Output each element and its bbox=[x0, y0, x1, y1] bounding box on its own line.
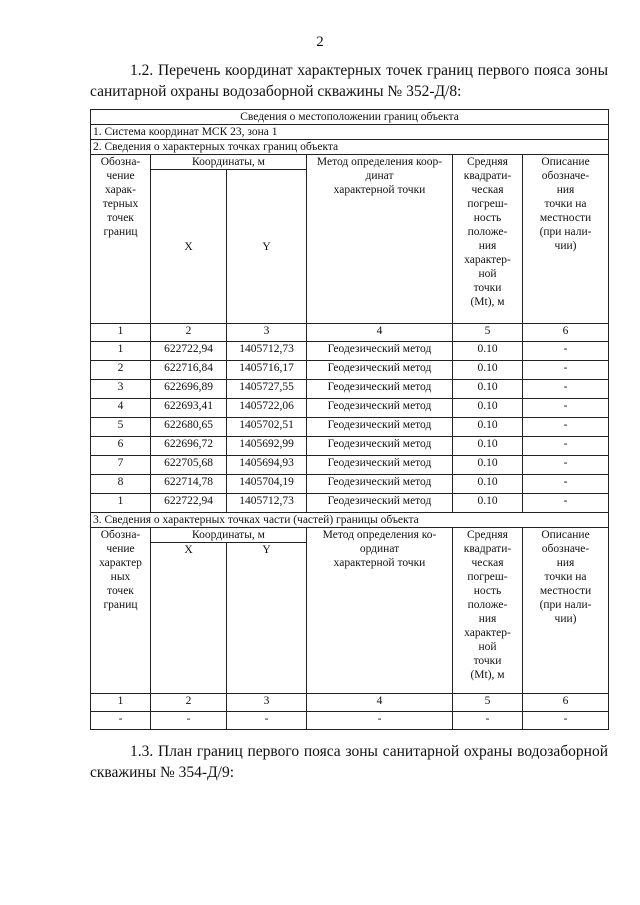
table-row bbox=[91, 437, 609, 456]
page-number: 2 bbox=[316, 34, 324, 50]
y-cell: 1405704,19 bbox=[227, 475, 307, 494]
column-number-3: 3 bbox=[227, 694, 307, 712]
method-cell: Геодезический метод bbox=[307, 380, 453, 399]
x-cell: 622716,84 bbox=[151, 361, 227, 380]
coordinate-system: 1. Система координат МСК 23, зона 1 bbox=[91, 125, 609, 140]
column-number-3: 2 bbox=[151, 694, 227, 712]
method-cell: Геодезический метод bbox=[307, 342, 453, 361]
header-coordinates: Координаты, м bbox=[151, 155, 307, 170]
header-method: Метод определения коор- динат характерной точки bbox=[307, 155, 453, 324]
empty-cell: - bbox=[151, 712, 227, 730]
error-cell: 0.10 bbox=[453, 418, 523, 437]
header3-description: Описание обозначе- ния точки на местности (при нали- чии) bbox=[523, 528, 609, 694]
header3-coordinates: Координаты, м bbox=[151, 528, 307, 543]
column-number: 6 bbox=[523, 324, 609, 342]
section-3-title: 3. Сведения о характерных точках части (частей) границы объекта bbox=[91, 513, 609, 528]
header-x: X bbox=[151, 170, 227, 324]
header-designation: Обозна- чение харак- терных точек границ bbox=[91, 155, 151, 324]
empty-cell: - bbox=[91, 712, 151, 730]
y-cell: 1405727,55 bbox=[227, 380, 307, 399]
column-number: 3 bbox=[227, 324, 307, 342]
y-cell: 1405692,99 bbox=[227, 437, 307, 456]
x-cell: 622714,78 bbox=[151, 475, 227, 494]
header-error: Средняя квадрати- ческая погреш- ность положе- ния характер- ной точки (Mt), м bbox=[453, 155, 523, 324]
error-cell: 0.10 bbox=[453, 475, 523, 494]
description-cell: - bbox=[523, 361, 609, 380]
section-1-3-paragraph bbox=[90, 741, 608, 783]
column-number: 1 bbox=[91, 324, 151, 342]
header3-error: Средняя квадрати- ческая погреш- ность положе- ния характер- ной точки (Mt), м bbox=[453, 528, 523, 694]
point-cell: 1 bbox=[91, 342, 151, 361]
empty-cell: - bbox=[453, 712, 523, 730]
x-cell: 622696,72 bbox=[151, 437, 227, 456]
section-1-2-number: 1.2. bbox=[130, 62, 154, 79]
table-row bbox=[91, 475, 609, 494]
y-cell: 1405712,73 bbox=[227, 494, 307, 513]
error-cell: 0.10 bbox=[453, 361, 523, 380]
column-number: 2 bbox=[151, 324, 227, 342]
method-cell: Геодезический метод bbox=[307, 399, 453, 418]
coordinates-table bbox=[90, 109, 609, 730]
description-cell: - bbox=[523, 494, 609, 513]
error-cell: 0.10 bbox=[453, 437, 523, 456]
point-cell: 7 bbox=[91, 456, 151, 475]
empty-cell: - bbox=[227, 712, 307, 730]
section-1-3-number: 1.3. bbox=[130, 743, 154, 760]
table-row bbox=[91, 342, 609, 361]
description-cell: - bbox=[523, 418, 609, 437]
x-cell: 622680,65 bbox=[151, 418, 227, 437]
section-2-title: 2. Сведения о характерных точках границ объекта bbox=[91, 140, 609, 155]
method-cell: Геодезический метод bbox=[307, 494, 453, 513]
section-1-2-paragraph bbox=[90, 60, 608, 102]
point-cell: 8 bbox=[91, 475, 151, 494]
description-cell: - bbox=[523, 437, 609, 456]
method-cell: Геодезический метод bbox=[307, 475, 453, 494]
point-cell: 2 bbox=[91, 361, 151, 380]
table-row bbox=[91, 361, 609, 380]
error-cell: 0.10 bbox=[453, 399, 523, 418]
header3-x: X bbox=[151, 543, 227, 694]
point-cell: 6 bbox=[91, 437, 151, 456]
table-title: Сведения о местоположении границ объекта bbox=[91, 110, 609, 125]
x-cell: 622722,94 bbox=[151, 342, 227, 361]
column-number-3: 1 bbox=[91, 694, 151, 712]
x-cell: 622696,89 bbox=[151, 380, 227, 399]
section-1-2-text: Перечень координат характерных точек границ первого пояса зоны санитарной охраны водозаборной скважины № 352-Д/8: bbox=[90, 62, 608, 100]
error-cell: 0.10 bbox=[453, 342, 523, 361]
description-cell: - bbox=[523, 380, 609, 399]
table-row bbox=[91, 380, 609, 399]
table-row bbox=[91, 418, 609, 437]
column-number-3: 5 bbox=[453, 694, 523, 712]
table-row bbox=[91, 399, 609, 418]
column-number: 4 bbox=[307, 324, 453, 342]
description-cell: - bbox=[523, 399, 609, 418]
method-cell: Геодезический метод bbox=[307, 456, 453, 475]
method-cell: Геодезический метод bbox=[307, 418, 453, 437]
table-row bbox=[91, 494, 609, 513]
empty-cell: - bbox=[523, 712, 609, 730]
point-cell: 1 bbox=[91, 494, 151, 513]
y-cell: 1405702,51 bbox=[227, 418, 307, 437]
description-cell: - bbox=[523, 456, 609, 475]
column-number-3: 4 bbox=[307, 694, 453, 712]
table-row bbox=[91, 456, 609, 475]
column-number-3: 6 bbox=[523, 694, 609, 712]
y-cell: 1405716,17 bbox=[227, 361, 307, 380]
description-cell: - bbox=[523, 475, 609, 494]
coordinate-rows bbox=[91, 342, 609, 513]
header-y: Y bbox=[227, 170, 307, 324]
x-cell: 622705,68 bbox=[151, 456, 227, 475]
point-cell: 4 bbox=[91, 399, 151, 418]
header3-y: Y bbox=[227, 543, 307, 694]
header3-designation: Обозна- чение характер ных точек границ bbox=[91, 528, 151, 694]
empty-cell: - bbox=[307, 712, 453, 730]
x-cell: 622693,41 bbox=[151, 399, 227, 418]
description-cell: - bbox=[523, 342, 609, 361]
header3-method: Метод определения ко- ординат характерной точки bbox=[307, 528, 453, 694]
y-cell: 1405722,06 bbox=[227, 399, 307, 418]
method-cell: Геодезический метод bbox=[307, 437, 453, 456]
point-cell: 3 bbox=[91, 380, 151, 399]
method-cell: Геодезический метод bbox=[307, 361, 453, 380]
x-cell: 622722,94 bbox=[151, 494, 227, 513]
y-cell: 1405712,73 bbox=[227, 342, 307, 361]
error-cell: 0.10 bbox=[453, 494, 523, 513]
error-cell: 0.10 bbox=[453, 456, 523, 475]
section-1-3-text: План границ первого пояса зоны санитарной охраны водозаборной скважины № 354-Д/9: bbox=[90, 743, 608, 781]
column-number: 5 bbox=[453, 324, 523, 342]
error-cell: 0.10 bbox=[453, 380, 523, 399]
header-description: Описание обозначе- ния точки на местности (при нали- чии) bbox=[523, 155, 609, 324]
point-cell: 5 bbox=[91, 418, 151, 437]
y-cell: 1405694,93 bbox=[227, 456, 307, 475]
